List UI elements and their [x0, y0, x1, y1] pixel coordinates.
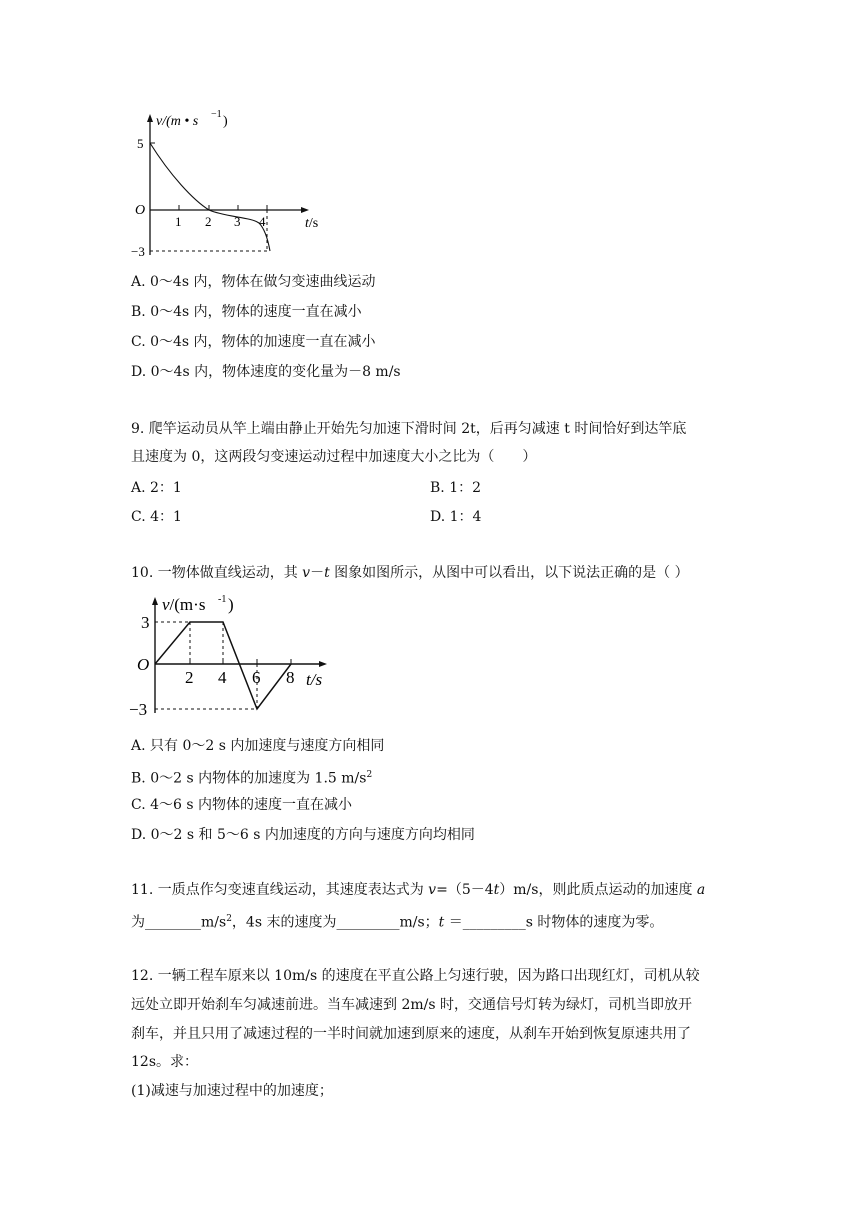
fig2-x-tick-8: 8 [286, 668, 295, 687]
fig1-x-axis-label: t/s [305, 216, 319, 231]
q10-option-b: B. 0～2 s 内物体的加速度为 1.5 $m/s^2$ [131, 770, 373, 787]
fig1-x-tick-3: 3 [234, 214, 241, 229]
fig2-x-tick-4: 4 [218, 668, 227, 687]
q12-stem-line-4: 12s。求： [131, 1054, 198, 1070]
q12-stem-line-3: 刹车，并且只用了减速过程的一半时间就加速到原来的速度，从刹车开始到恢复原速共用了 [131, 1026, 691, 1042]
fig1-velocity-curve [150, 143, 270, 251]
fig1-y-axis-close: ) [223, 114, 228, 129]
fig2-y-arrow [152, 597, 158, 605]
q9-option-a: A. 2：1 [131, 480, 182, 496]
fig1-x-arrow [301, 207, 309, 213]
q9-stem-line-2: 且速度为 0，这两段匀变速运动过程中加速度大小之比为（ ） [131, 449, 537, 465]
fig1-y-arrow [147, 114, 153, 122]
fig2-y-axis-close: ) [228, 595, 234, 614]
q11-stem-line-2: 为$\_\_\_\_\_\_\_\_m/s^2$，4s 末的速度为_________m/s；t ＝_________s 时物体的速度为零。 [131, 914, 664, 931]
fig2-x-arrow [319, 661, 327, 667]
fig2-x-tick-2: 2 [185, 668, 194, 687]
fig1-x-tick-1: 1 [175, 214, 182, 229]
fig1-x-tick-4: 4 [259, 214, 266, 229]
fig1-y-tick-neg3: −3 [131, 244, 145, 259]
q12-part-1: (1)减速与加速过程中的加速度； [131, 1083, 333, 1099]
fig1-y-axis-label: v/(m • s [156, 114, 199, 129]
fig2-y-axis-label: v/(m·s [162, 595, 206, 614]
q9-option-c: C. 4：1 [131, 509, 182, 525]
q9-option-d: D. 1：4 [430, 509, 482, 525]
fig1-y-axis-exp: −1 [211, 109, 222, 120]
q11-stem-line-1: 11. 一质点作匀变速直线运动，其速度表达式为 v=（5－4t）m/s，则此质点运动的加速度 a [131, 882, 706, 898]
q9-stem-line-1: 9. 爬竿运动员从竿上端由静止开始先匀加速下滑时间 2t，后再匀减速 t 时间恰好到达竿底 [131, 421, 687, 437]
vt-graph-figure-1 [125, 105, 330, 265]
fig2-y-tick-3: 3 [141, 613, 150, 632]
q10-option-c: C. 4～6 s 内物体的速度一直在减小 [131, 797, 353, 813]
q8-option-a: A. 0～4s 内，物体在做匀变速曲线运动 [131, 274, 376, 290]
fig2-y-axis-exp: -1 [218, 594, 227, 605]
q10-option-a: A. 只有 0～2 s 内加速度与速度方向相同 [131, 738, 385, 754]
vt-graph-figure-2 [125, 588, 345, 723]
q12-stem-line-2: 远处立即开始刹车匀减速前进。当车减速到 2m/s 时，交通信号灯转为绿灯，司机当即放开 [131, 997, 692, 1013]
fig2-x-tick-6: 6 [252, 668, 261, 687]
q12-stem-line-1: 12. 一辆工程车原来以 10m/s 的速度在平直公路上匀速行驶，因为路口出现红灯，司机从较 [131, 968, 700, 984]
q10-option-d: D. 0～2 s 和 5～6 s 内加速度的方向与速度方向均相同 [131, 827, 475, 843]
q10-stem: 10. 一物体做直线运动，其 v－t 图象如图所示，从图中可以看出，以下说法正确的是（ ） [131, 565, 689, 581]
q9-option-b: B. 1：2 [430, 480, 482, 496]
fig2-y-tick-neg3: −3 [129, 700, 148, 719]
fig1-x-tick-2: 2 [205, 214, 212, 229]
q8-option-d: D. 0～4s 内，物体速度的变化量为－8 m/s [131, 364, 401, 380]
fig2-origin: O [137, 655, 150, 674]
fig1-origin: O [135, 203, 146, 218]
fig2-x-axis-label: t/s [306, 670, 323, 689]
q8-option-b: B. 0～4s 内，物体的速度一直在减小 [131, 304, 362, 320]
fig1-y-tick-5: 5 [137, 136, 144, 151]
q8-option-c: C. 0～4s 内，物体的加速度一直在减小 [131, 334, 376, 350]
